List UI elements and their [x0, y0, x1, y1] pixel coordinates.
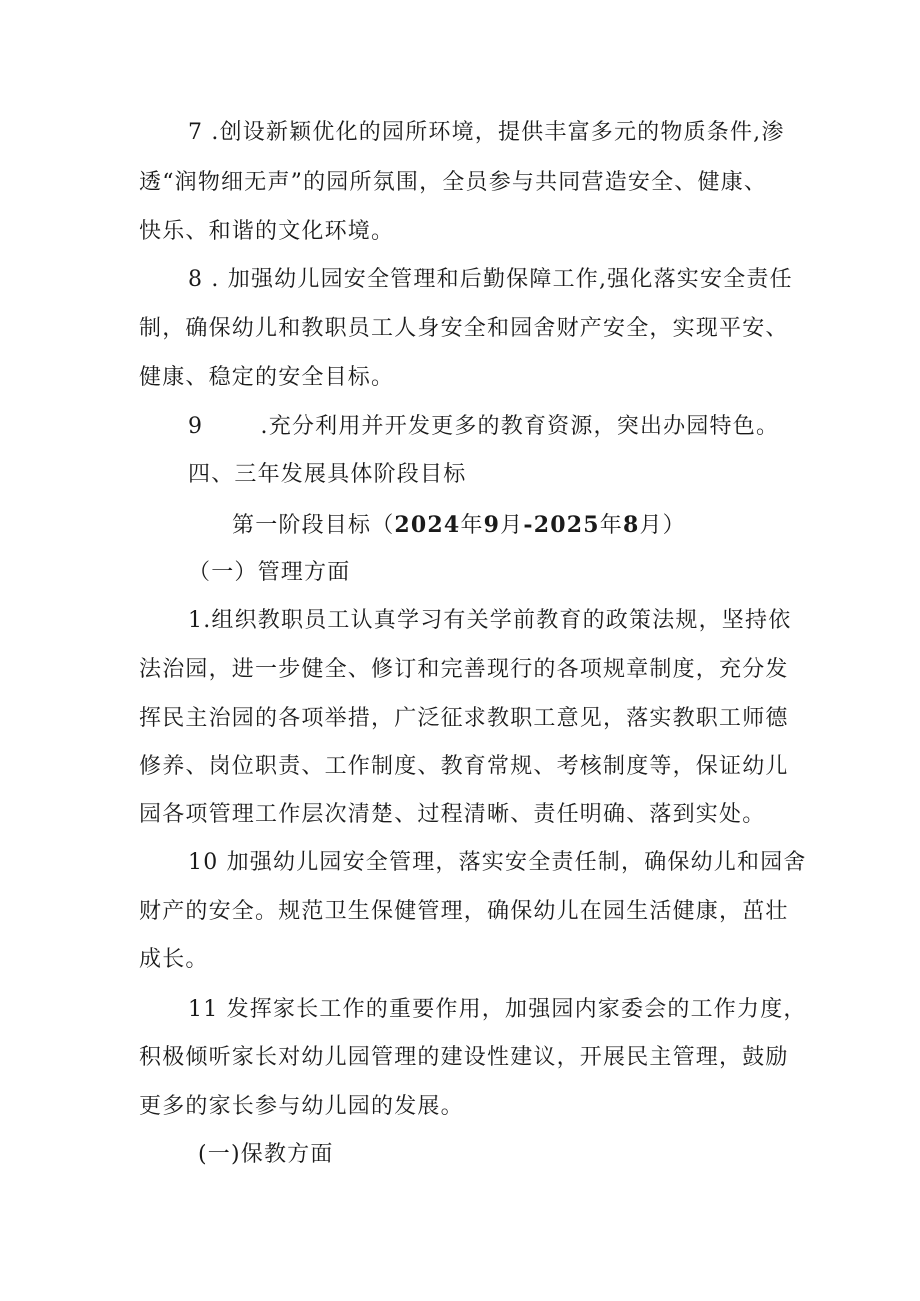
stage-1-year-char-2: 年 — [599, 513, 623, 538]
stage-1-year-char: 年 — [460, 513, 484, 538]
paragraph-9: 9 .充分利用并开发更多的教育资源，突出办园特色。 — [188, 414, 780, 439]
paragraph-1-line-5: 园各项管理工作层次清楚、过程清晰、责任明确、落到实处。 — [139, 802, 766, 827]
paragraph-11-line-3: 更多的家长参与幼儿园的发展。 — [139, 1094, 464, 1119]
stage-1-month-char: 月 — [500, 513, 524, 538]
paragraph-10-line-3: 成长。 — [139, 947, 209, 972]
paragraph-8-line-3: 健康、稳定的安全目标。 — [139, 365, 395, 390]
stage-1-start-year: 2024 — [394, 512, 461, 538]
paragraph-8-line-2: 制，确保幼儿和教职员工人身安全和园舍财产安全，实现平安、 — [139, 316, 789, 341]
section-heading-4: 四、三年发展具体阶段目标 — [188, 462, 467, 487]
stage-1-end-month: 8 — [622, 512, 640, 538]
paragraph-1-line-4: 修养、岗位职责、工作制度、教育常规、考核制度等，保证幼儿 — [139, 754, 789, 779]
paragraph-11-line-2: 积极倾听家长对幼儿园管理的建设性建议，开展民主管理，鼓励 — [139, 1045, 789, 1070]
paragraph-7-line-1: 7 .创设新颖优化的园所环境，提供丰富多元的物质条件,渗 — [188, 120, 785, 145]
paragraph-10-line-2: 财产的安全。规范卫生保健管理，确保幼儿在园生活健康，茁壮 — [139, 899, 789, 924]
stage-1-start-month: 9 — [483, 512, 501, 538]
paragraph-1-line-3: 挥民主治园的各项举措，广泛征求教职工意见，落实教职工师德 — [139, 706, 789, 731]
paragraph-10-line-1: 10 加强幼儿园安全管理，落实安全责任制，确保幼儿和园舍 — [188, 850, 807, 875]
subheading-management: （一）管理方面 — [188, 560, 351, 585]
stage-1-end-year: -2025 — [523, 512, 600, 538]
subheading-education: (一)保教方面 — [198, 1142, 334, 1167]
stage-1-prefix: 第一阶段目标（ — [232, 513, 395, 538]
stage-1-month-char-2: 月） — [639, 513, 686, 538]
paragraph-1-line-1: 1.组织教职员工认真学习有关学前教育的政策法规，坚持依 — [188, 608, 792, 633]
paragraph-1-line-2: 法治园，进一步健全、修订和完善现行的各项规章制度，充分发 — [139, 657, 789, 682]
paragraph-7-line-3: 快乐、和谐的文化环境。 — [139, 219, 395, 244]
paragraph-11-line-1: 11 发挥家长工作的重要作用，加强园内家委会的工作力度， — [188, 997, 807, 1022]
paragraph-7-line-2: 透“润物细无声”的园所氛围，全员参与共同营造安全、健康、 — [139, 170, 768, 195]
stage-1-heading — [232, 510, 686, 541]
paragraph-8-line-1: 8 . 加强幼儿园安全管理和后勤保障工作,强化落实安全责任 — [188, 267, 793, 292]
